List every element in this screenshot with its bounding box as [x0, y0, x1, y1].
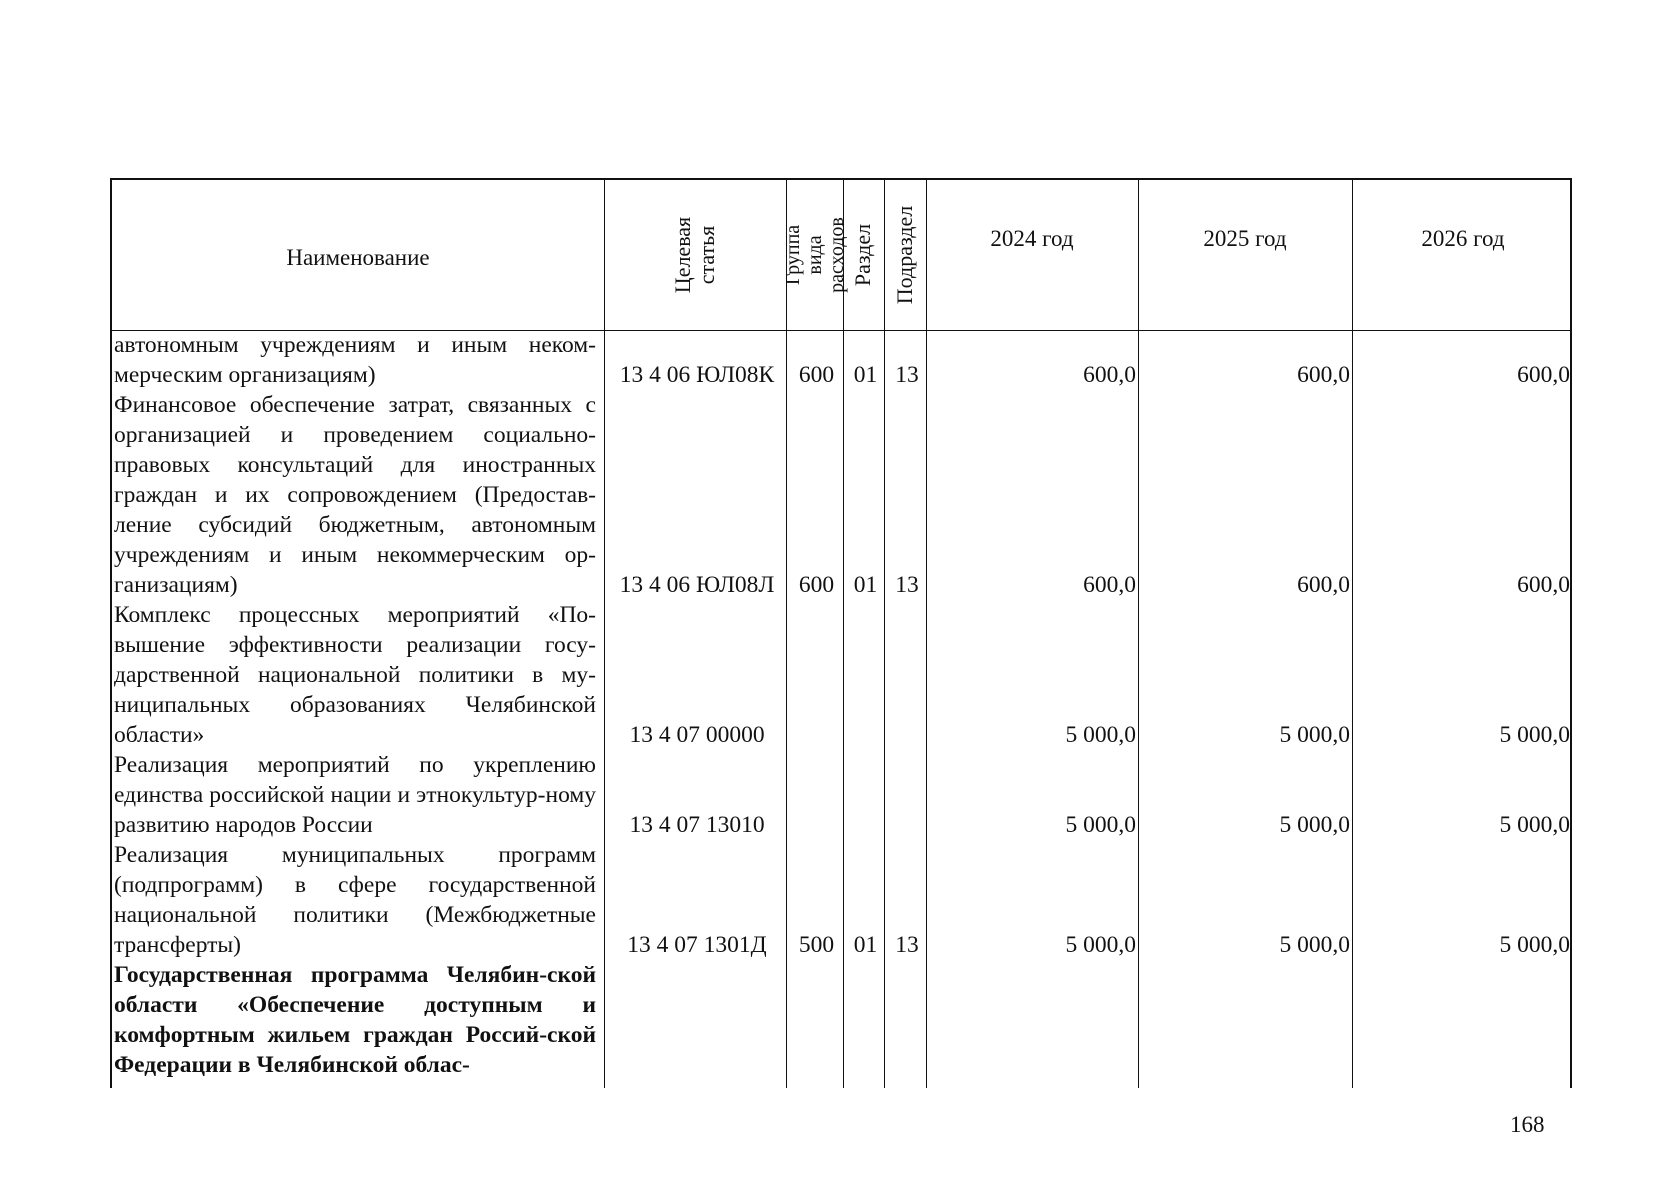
row-code: 13 4 07 00000: [629, 722, 765, 748]
row-code: 13 4 06 ЮЛ08К: [619, 362, 775, 388]
row-code: 13 4 06 ЮЛ08Л: [619, 572, 775, 598]
header-year-2024: 2024 год: [990, 226, 1074, 251]
row-2026: 600,0: [1517, 362, 1570, 388]
row-subsection: 13: [895, 362, 919, 388]
row-name: Комплекс процессных мероприятий «По-вышение эффективности реализации госу-дарственной национальной политики в му-ниципальных образованиях Челябинской области»: [114, 602, 596, 748]
budget-table: [110, 178, 1572, 1088]
row-2024: 5 000,0: [1065, 932, 1136, 958]
row-2025: 600,0: [1297, 572, 1350, 598]
page-number: 168: [1510, 1112, 1545, 1137]
row-group: 600: [798, 572, 835, 598]
header-subsection: Подраздел: [892, 205, 918, 305]
row-2025: 5 000,0: [1279, 812, 1350, 838]
row-2026: 600,0: [1517, 572, 1570, 598]
row-group: 500: [798, 932, 835, 958]
row-2025: 5 000,0: [1279, 722, 1350, 748]
row-name: Реализация мероприятий по укреплению единства российской нации и этнокультур-ному развитию народов России: [114, 752, 596, 838]
row-section: 01: [853, 932, 878, 958]
row-2024: 600,0: [1083, 572, 1136, 598]
row-name: автономным учреждениям и иным неком-мерческим организациям): [114, 332, 596, 388]
row-2024: 600,0: [1083, 362, 1136, 388]
row-code: 13 4 07 1301Д: [627, 932, 767, 958]
row-2024: 5 000,0: [1065, 812, 1136, 838]
header-section: Раздел: [850, 223, 876, 287]
row-section: 01: [853, 572, 878, 598]
row-group: 600: [798, 362, 835, 388]
header-year-2026: 2026 год: [1421, 226, 1505, 251]
header-year-2025: 2025 год: [1203, 226, 1287, 251]
row-section: 01: [853, 362, 878, 388]
row-subsection: 13: [895, 572, 919, 598]
row-2025: 5 000,0: [1279, 932, 1350, 958]
row-name: Государственная программа Челябин-ской области «Обеспечение доступным и комфортным жильем граждан Россий-ской Федерации в Челябинской облас-: [114, 962, 596, 1078]
row-subsection: 13: [895, 932, 919, 958]
row-2025: 600,0: [1297, 362, 1350, 388]
row-2026: 5 000,0: [1499, 722, 1570, 748]
row-2024: 5 000,0: [1065, 722, 1136, 748]
row-code: 13 4 07 13010: [629, 812, 765, 838]
header-target-article: Целевая статья: [669, 216, 719, 294]
header-name: Наименование: [286, 245, 430, 270]
row-name: Финансовое обеспечение затрат, связанных с организацией и проведением социально-правовых консультаций для иностранных граждан и их сопровождением (Предостав-ление субсидий бюджетным, автономным учреждениям и иным некоммерческим ор-ганизациям): [114, 392, 596, 598]
row-name: Реализация муниципальных программ (подпрограмм) в сфере государственной национальной политики (Межбюджетные трансферты): [114, 842, 596, 958]
header-expense-group: Группа вида расходов: [781, 217, 848, 293]
row-2026: 5 000,0: [1499, 812, 1570, 838]
row-2026: 5 000,0: [1499, 932, 1570, 958]
